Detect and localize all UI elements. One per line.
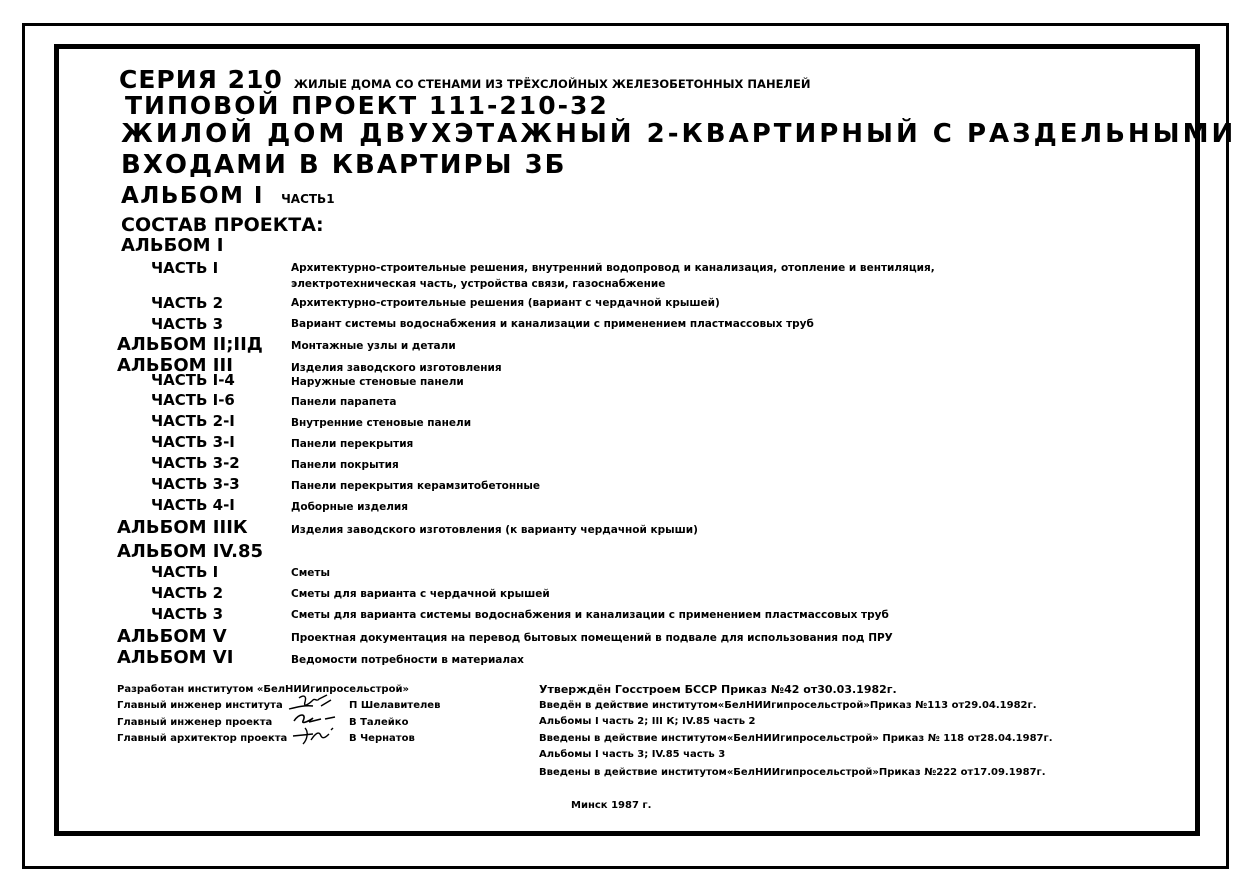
approval-line: Введён в действие институтом«БелНИИгипросельстрой»Приказ №113 от29.04.1982г. bbox=[539, 700, 1037, 711]
approval-line: Альбомы I часть 2; III К; IV.85 часть 2 bbox=[539, 716, 756, 727]
contents-desc: Архитектурно-строительные решения, внутренний водопровод и канализация, отопление и вентиляция, bbox=[291, 262, 935, 274]
chief-engineer-institute-title: Главный инженер института bbox=[117, 700, 283, 711]
contents-label: АЛЬБОМ IV.85 bbox=[117, 541, 263, 562]
contents-label: АЛЬБОМ IIIК bbox=[117, 517, 248, 538]
contents-label: АЛЬБОМ III bbox=[117, 355, 233, 376]
contents-label: ЧАСТЬ 3 bbox=[151, 605, 224, 623]
contents-desc: Изделия заводского изготовления bbox=[291, 362, 502, 374]
contents-label: АЛЬБОМ I bbox=[121, 235, 224, 256]
developer-institute: Разработан институтом «БелНИИгипросельстрой» bbox=[117, 684, 409, 695]
composition-heading: СОСТАВ ПРОЕКТА: bbox=[121, 214, 324, 236]
contents-desc: Панели покрытия bbox=[291, 459, 399, 471]
contents-label: ЧАСТЬ 4-I bbox=[151, 496, 235, 514]
contents-desc: Проектная документация на перевод бытовых помещений в подвале для использования под ПРУ bbox=[291, 632, 893, 644]
signature-shelavitelev bbox=[287, 692, 335, 712]
contents-label: ЧАСТЬ 2 bbox=[151, 584, 224, 602]
city-year: Минск 1987 г. bbox=[571, 800, 652, 811]
contents-label: АЛЬБОМ VI bbox=[117, 647, 234, 668]
approval-line: Введены в действие институтом«БелНИИгипросельстрой» Приказ № 118 от28.04.1987г. bbox=[539, 733, 1053, 744]
contents-desc: Сметы для варианта системы водоснабжения и канализации с применением пластмассовых труб bbox=[291, 609, 889, 621]
approval-line: Утверждён Госстроем БССР Приказ №42 от30.03.1982г. bbox=[539, 683, 897, 696]
contents-desc: Сметы для варианта с чердачной крышей bbox=[291, 588, 550, 600]
contents-desc: Панели перекрытия bbox=[291, 438, 414, 450]
chief-engineer-project-name: В Талейко bbox=[349, 717, 409, 728]
contents-label: АЛЬБОМ V bbox=[117, 626, 227, 647]
contents-label: ЧАСТЬ I bbox=[151, 259, 219, 277]
chief-engineer-project-title: Главный инженер проекта bbox=[117, 717, 273, 728]
contents-desc: Панели парапета bbox=[291, 396, 397, 408]
album-label: АЛЬБОМ I bbox=[121, 183, 264, 209]
title-sheet-frame bbox=[54, 44, 1237, 836]
chief-architect-title: Главный архитектор проекта bbox=[117, 733, 288, 744]
contents-label: ЧАСТЬ I-6 bbox=[151, 391, 235, 409]
contents-label: ЧАСТЬ 3-I bbox=[151, 433, 235, 451]
contents-desc: Монтажные узлы и детали bbox=[291, 340, 456, 352]
contents-label: АЛЬБОМ II;IIД bbox=[117, 334, 263, 355]
approval-line: Альбомы I часть 3; IV.85 часть 3 bbox=[539, 749, 726, 760]
contents-label: ЧАСТЬ 3-2 bbox=[151, 454, 240, 472]
title-line-1: ЖИЛОЙ ДОМ ДВУХЭТАЖНЫЙ 2-КВАРТИРНЫЙ С РАЗДЕЛЬНЫМИ bbox=[121, 119, 1237, 149]
contents-desc: Сметы bbox=[291, 567, 330, 579]
contents-label: ЧАСТЬ 2-I bbox=[151, 412, 235, 430]
album-line bbox=[121, 183, 335, 209]
contents-desc: Ведомости потребности в материалах bbox=[291, 654, 524, 666]
contents-label: ЧАСТЬ I-4 bbox=[151, 371, 235, 389]
contents-desc: Вариант системы водоснабжения и канализации с применением пластмассовых труб bbox=[291, 318, 814, 330]
project-number: ТИПОВОЙ ПРОЕКТ 111-210-32 bbox=[125, 91, 609, 120]
album-part: ЧАСТЬ1 bbox=[281, 192, 335, 206]
contents-label: ЧАСТЬ 2 bbox=[151, 294, 224, 312]
chief-architect-name: В Чернатов bbox=[349, 733, 415, 744]
contents-desc: Архитектурно-строительные решения (вариант с чердачной крышей) bbox=[291, 297, 720, 309]
series-line bbox=[119, 65, 810, 94]
chief-engineer-institute-name: П Шелавителев bbox=[349, 700, 441, 711]
series-label: СЕРИЯ 210 bbox=[119, 65, 283, 94]
contents-label: ЧАСТЬ I bbox=[151, 563, 219, 581]
contents-label: ЧАСТЬ 3 bbox=[151, 315, 224, 333]
contents-desc: Панели перекрытия керамзитобетонные bbox=[291, 480, 541, 492]
contents-desc: Наружные стеновые панели bbox=[291, 376, 464, 388]
contents-label: ЧАСТЬ 3-3 bbox=[151, 475, 240, 493]
title-line-2: ВХОДАМИ В КВАРТИРЫ 3Б bbox=[121, 150, 567, 180]
contents-desc: Внутренние стеновые панели bbox=[291, 417, 472, 429]
approval-line: Введены в действие институтом«БелНИИгипросельстрой»Приказ №222 от17.09.1987г. bbox=[539, 767, 1046, 778]
series-desc: ЖИЛЫЕ ДОМА СО СТЕНАМИ ИЗ ТРЁХСЛОЙНЫХ ЖЕЛЕЗОБЕТОННЫХ ПАНЕЛЕЙ bbox=[293, 77, 811, 91]
signature-chernatov bbox=[291, 724, 337, 746]
contents-desc: электротехническая часть, устройства связи, газоснабжение bbox=[291, 278, 666, 290]
contents-desc: Изделия заводского изготовления (к варианту чердачной крыши) bbox=[291, 524, 698, 536]
contents-desc: Доборные изделия bbox=[291, 501, 409, 513]
